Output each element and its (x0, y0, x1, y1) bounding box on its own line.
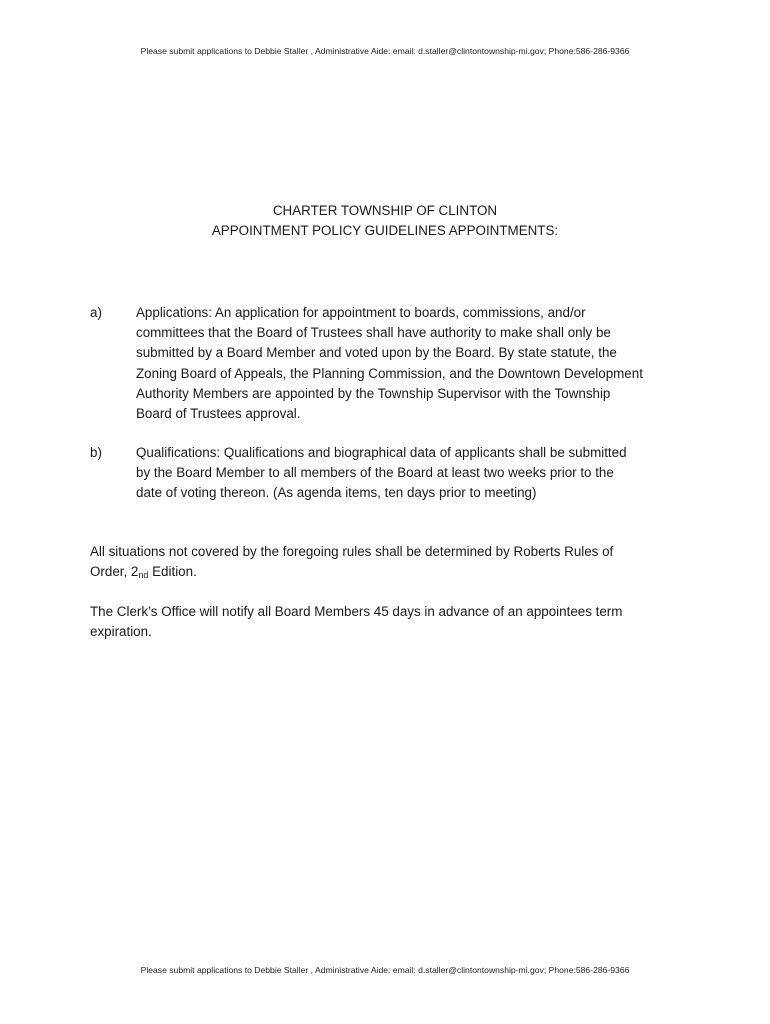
list-item-text (136, 443, 680, 504)
text-line (90, 562, 680, 582)
text-line: Zoning Board of Appeals, the Planning Commission, and the Downtown Development (136, 365, 643, 381)
text-line: All situations not covered by the foregoing rules shall be determined by Roberts Rules of (90, 544, 614, 559)
text-line: Authority Members are appointed by the Township Supervisor with the Township (136, 385, 611, 401)
title-line-township: CHARTER TOWNSHIP OF CLINTON (272, 203, 498, 218)
edition-prefix: Order, 2 (90, 564, 139, 580)
text-line: committees that the Board of Trustees shall have authority to make shall only be (136, 325, 611, 341)
list-item-label: b) (90, 445, 102, 460)
text-line: by the Board Member to all members of the Board at least two weeks prior to the (136, 465, 614, 481)
list-item-label: a) (90, 305, 102, 320)
text-line: date of voting thereon. (As agenda items, ten days prior to meeting) (136, 485, 537, 501)
edition-suffix: Edition. (148, 564, 197, 580)
footer-contact-note: Please submit applications to Debbie Staller , Administrative Aide: email: d.staller@clintontownship-mi.gov; Phone:586-286-9366 (140, 965, 630, 975)
list-item-text (136, 303, 680, 424)
text-line: Board of Trustees approval. (136, 406, 301, 422)
text-line: Qualifications: Qualifications and biographical data of applicants shall be submitted (136, 445, 627, 460)
text-line: Applications: An application for appointment to boards, commissions, and/or (136, 305, 586, 320)
header-contact-note: Please submit applications to Debbie Staller , Administrative Aide: email: d.staller@clintontownship-mi.gov; Phone:586-286-9366 (140, 46, 630, 56)
text-line: submitted by a Board Member and voted upon by the Board. By state statute, the (136, 345, 617, 361)
text-line: expiration. (90, 624, 152, 640)
rules-paragraph (90, 542, 680, 582)
title-line-policy: APPOINTMENT POLICY GUIDELINES APPOINTMENTS: (211, 223, 559, 238)
list-item-applications (90, 303, 680, 424)
ordinal-suffix: nd (138, 570, 149, 581)
text-line: The Clerk’s Office will notify all Board Members 45 days in advance of an appointees term (90, 604, 623, 619)
list-item-qualifications (90, 443, 680, 504)
document-title (0, 201, 770, 241)
clerk-paragraph (90, 602, 680, 642)
